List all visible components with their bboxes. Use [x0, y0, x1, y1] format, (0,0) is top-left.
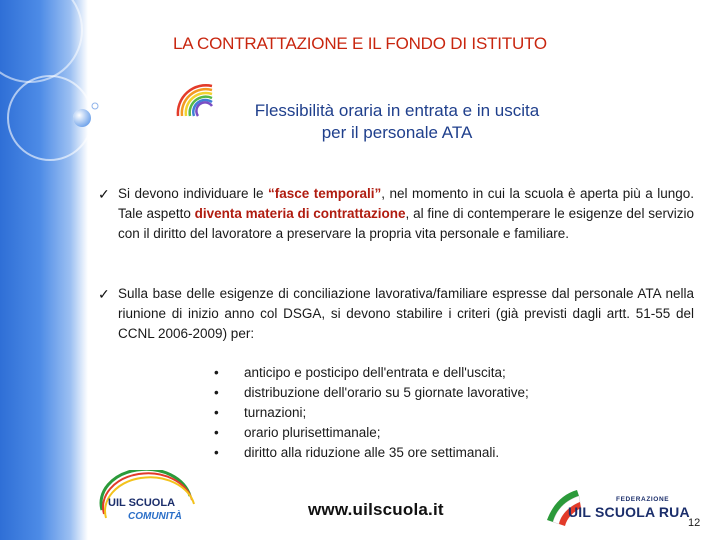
paragraph-criteri	[98, 284, 694, 344]
subtitle-line-1: Flessibilità oraria in entrata e in uscita	[254, 101, 540, 120]
federazione-label: FEDERAZIONE	[616, 496, 670, 503]
list-item-text: turnazioni;	[244, 405, 307, 420]
bullet-icon: •	[214, 405, 219, 420]
list-item	[210, 403, 630, 423]
paragraph-text: Sulla base delle esigenze di conciliazione lavorativa/familiare espresse dal personale ATA nella riunione di inizio anno col DSGA, si devono stabilire i criteri (già previsti dagli artt. 51-55 del CCNL 2006-2009) per:	[118, 286, 694, 341]
slide-subtitle	[212, 100, 582, 144]
paragraph-segment: , al fine di contemperare le esigenze del servizio con il diritto del lavoratore a preservare la propria vita personale e familiare.	[118, 206, 694, 241]
website-link[interactable]: www.uilscuola.it	[308, 500, 444, 519]
rainbow-icon	[172, 78, 216, 118]
paragraph-text	[118, 184, 694, 244]
uil-scuola-rua-label: UIL SCUOLA RUA	[568, 504, 690, 520]
list-item	[210, 383, 630, 403]
bullet-icon: •	[214, 425, 219, 440]
paragraph-segment: Si devono individuare le	[118, 186, 269, 201]
bullet-icon: •	[214, 445, 219, 460]
page-number: 12	[688, 517, 701, 529]
subtitle-line-2: per il personale ATA	[321, 123, 473, 142]
list-item-text: anticipo e posticipo dell'entrata e dell'uscita;	[244, 365, 506, 380]
left-logo-line-1: UIL SCUOLA	[108, 497, 176, 509]
list-item	[210, 423, 630, 443]
list-item	[210, 443, 630, 463]
decorative-circles	[0, 0, 140, 200]
slide-title: LA CONTRATTAZIONE E IL FONDO DI ISTITUTO	[173, 34, 547, 53]
uil-scuola-comunita-logo	[94, 470, 198, 528]
paragraph-segment: , nel momento in cui la scuola è aperta più a lungo. Tale aspetto	[118, 186, 694, 221]
left-logo-line-2: COMUNITÀ	[128, 511, 182, 522]
criteria-list	[210, 363, 630, 463]
list-item	[210, 363, 630, 383]
checkmark-icon: ✓	[98, 186, 110, 202]
paragraph-fasce-temporali	[98, 184, 694, 244]
checkmark-icon: ✓	[98, 286, 110, 302]
bullet-icon: •	[214, 385, 219, 400]
emphasis-fasce-temporali: “fasce temporali”	[268, 186, 382, 201]
list-item-text: diritto alla riduzione alle 35 ore settimanali.	[244, 445, 500, 460]
emphasis-materia-contrattazione: diventa materia di contrattazione	[194, 206, 406, 221]
bullet-icon: •	[214, 365, 219, 380]
list-item-text: orario plurisettimanale;	[244, 425, 381, 440]
list-item-text: distribuzione dell'orario su 5 giornate lavorative;	[244, 385, 529, 400]
